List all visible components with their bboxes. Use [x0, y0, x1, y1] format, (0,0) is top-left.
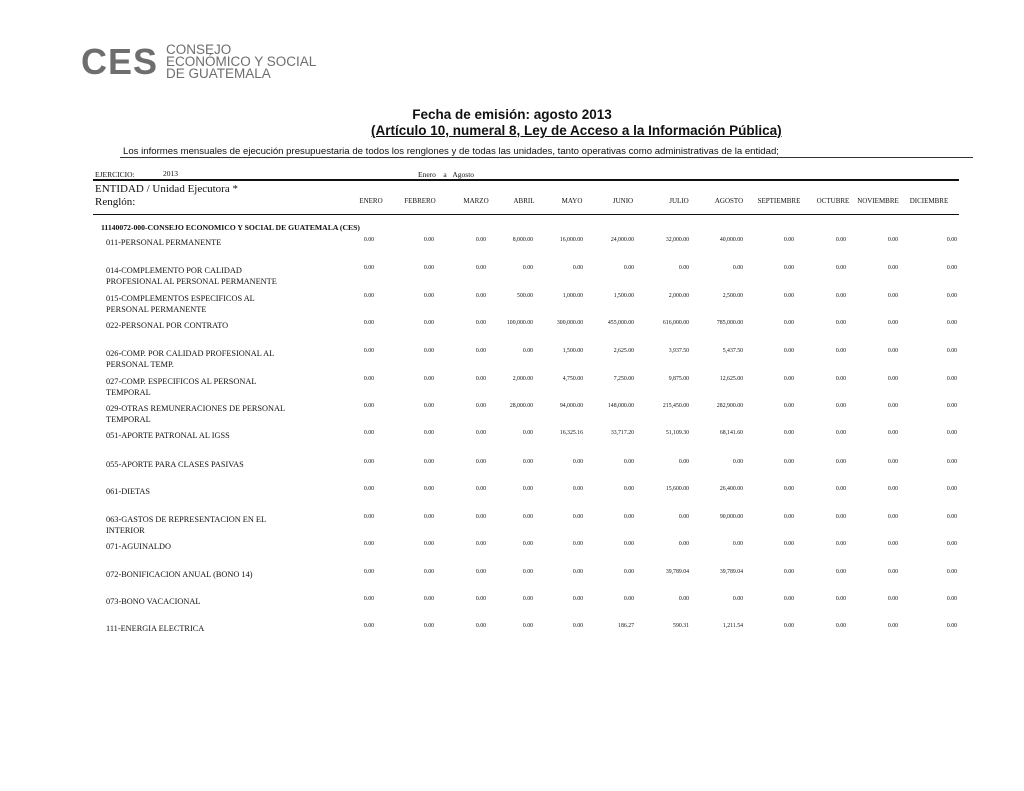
month-header-1: FEBRERO: [404, 197, 436, 205]
value-cell: 0.00: [475, 514, 486, 520]
value-cell: 15,600.00: [665, 486, 689, 492]
value-cell: 215,450.00: [662, 403, 689, 409]
value-cell: 33,717.20: [610, 430, 634, 436]
value-cell: 0.00: [623, 486, 634, 492]
value-cell: 0.00: [572, 486, 583, 492]
value-cell: 0.00: [783, 486, 794, 492]
value-cell: 0.00: [783, 348, 794, 354]
value-cell: 0.00: [475, 541, 486, 547]
value-cell: 0.00: [835, 541, 846, 547]
value-cell: 0.00: [887, 237, 898, 243]
periodo-sep: a: [443, 170, 447, 179]
value-cell: 186.27: [618, 623, 634, 629]
value-cell: 0.00: [783, 623, 794, 629]
value-cell: 0.00: [522, 430, 533, 436]
value-cell: 0.00: [363, 596, 374, 602]
value-cell: 0.00: [678, 596, 689, 602]
value-cell: 68,141.60: [719, 430, 743, 436]
value-cell: 0.00: [522, 265, 533, 271]
entidad-label: ENTIDAD / Unidad Ejecutora *: [95, 183, 238, 195]
renglon-name-line-1: 071-AGUINALDO: [106, 542, 171, 551]
renglon-name: [106, 376, 256, 398]
value-cell: 785,000.00: [716, 320, 743, 326]
value-cell: 0.00: [732, 596, 743, 602]
value-cell: 0.00: [475, 320, 486, 326]
value-cell: 40,000.00: [719, 237, 743, 243]
value-cell: 0.00: [946, 569, 957, 575]
value-cell: 500.00: [517, 293, 533, 299]
value-cell: 0.00: [887, 541, 898, 547]
renglon-name: [106, 541, 171, 552]
value-cell: 0.00: [946, 237, 957, 243]
logo-line-3: DE GUATEMALA: [166, 66, 271, 81]
value-cell: 0.00: [363, 486, 374, 492]
month-header-6: JULIO: [669, 197, 689, 205]
value-cell: 0.00: [475, 265, 486, 271]
renglon-name-line-2: PERSONAL PERMANENTE: [106, 305, 207, 314]
value-cell: 0.00: [887, 430, 898, 436]
value-cell: 0.00: [783, 514, 794, 520]
value-cell: 0.00: [623, 514, 634, 520]
value-cell: 8,000.00: [512, 237, 533, 243]
value-cell: 616,000.00: [662, 320, 689, 326]
value-cell: 0.00: [783, 459, 794, 465]
value-cell: 0.00: [783, 541, 794, 547]
renglon-name-line-1: 011-PERSONAL PERMANENTE: [106, 238, 222, 247]
renglon-name-line-1: 073-BONO VACACIONAL: [106, 597, 201, 606]
value-cell: 0.00: [783, 293, 794, 299]
value-cell: 2,500.00: [722, 293, 743, 299]
value-cell: 0.00: [887, 459, 898, 465]
month-header-4: MAYO: [561, 197, 583, 205]
value-cell: 148,000.00: [607, 403, 634, 409]
value-cell: 1,000.00: [562, 293, 583, 299]
month-header-9: OCTUBRE: [816, 197, 850, 205]
value-cell: 1,500.00: [562, 348, 583, 354]
value-cell: 0.00: [363, 265, 374, 271]
value-cell: 0.00: [678, 514, 689, 520]
value-cell: 0.00: [475, 596, 486, 602]
value-cell: 0.00: [572, 265, 583, 271]
value-cell: 0.00: [946, 486, 957, 492]
report-title: Fecha de emisión: agosto 2013: [412, 107, 612, 122]
value-cell: 0.00: [835, 569, 846, 575]
value-cell: 0.00: [423, 430, 434, 436]
value-cell: 26,400.00: [719, 486, 743, 492]
value-cell: 0.00: [623, 265, 634, 271]
value-cell: 0.00: [783, 237, 794, 243]
value-cell: 0.00: [887, 596, 898, 602]
value-cell: 0.00: [623, 569, 634, 575]
value-cell: 0.00: [423, 459, 434, 465]
value-cell: 0.00: [783, 320, 794, 326]
value-cell: 0.00: [783, 403, 794, 409]
value-cell: 0.00: [363, 348, 374, 354]
value-cell: 0.00: [835, 486, 846, 492]
header-top-rule: [93, 179, 959, 181]
renglon-name-line-2: PERSONAL TEMP.: [106, 360, 174, 369]
value-cell: 0.00: [678, 265, 689, 271]
renglon-name: [106, 403, 285, 425]
value-cell: 0.00: [835, 459, 846, 465]
renglon-name-line-1: 111-ENERGIA ELECTRICA: [106, 624, 205, 633]
renglon-name-line-1: 063-GASTOS DE REPRESENTACION EN EL: [106, 515, 267, 524]
value-cell: 0.00: [363, 237, 374, 243]
renglon-name-line-1: 027-COMP. ESPECIFICOS AL PERSONAL: [106, 377, 257, 386]
renglon-name: [106, 237, 221, 248]
renglon-name: [106, 514, 266, 536]
value-cell: 0.00: [423, 569, 434, 575]
renglon-name: [106, 596, 200, 607]
value-cell: 282,900.00: [716, 403, 743, 409]
value-cell: 0.00: [783, 596, 794, 602]
value-cell: 0.00: [363, 403, 374, 409]
value-cell: 0.00: [522, 569, 533, 575]
renglon-name-line-2: INTERIOR: [106, 526, 145, 535]
value-cell: 0.00: [946, 403, 957, 409]
renglon-name: [106, 265, 277, 287]
value-cell: 2,625.00: [613, 348, 634, 354]
value-cell: 0.00: [835, 596, 846, 602]
value-cell: 12,625.00: [719, 376, 743, 382]
renglon-name: [106, 320, 228, 331]
value-cell: 0.00: [835, 514, 846, 520]
renglon-name-line-1: 029-OTRAS REMUNERACIONES DE PERSONAL: [106, 404, 286, 413]
value-cell: 0.00: [522, 486, 533, 492]
value-cell: 0.00: [623, 541, 634, 547]
renglon-name-line-1: 061-DIETAS: [106, 487, 151, 496]
renglon-name-line-1: 055-APORTE PARA CLASES PASIVAS: [106, 460, 244, 469]
value-cell: 0.00: [475, 430, 486, 436]
month-header-5: JUNIO: [612, 197, 634, 205]
value-cell: 0.00: [363, 459, 374, 465]
value-cell: 0.00: [678, 541, 689, 547]
periodo-range: [418, 170, 474, 179]
renglon-name: [106, 569, 253, 580]
value-cell: 0.00: [887, 514, 898, 520]
value-cell: 0.00: [423, 403, 434, 409]
value-cell: 0.00: [363, 293, 374, 299]
value-cell: 16,325.16: [559, 430, 583, 436]
value-cell: 0.00: [887, 486, 898, 492]
value-cell: 455,000.00: [607, 320, 634, 326]
value-cell: 0.00: [887, 265, 898, 271]
ejercicio-label: EJERCICIO:: [95, 170, 135, 179]
value-cell: 94,000.00: [559, 403, 583, 409]
value-cell: 0.00: [946, 348, 957, 354]
value-cell: 0.00: [522, 348, 533, 354]
value-cell: 0.00: [572, 569, 583, 575]
value-cell: 0.00: [475, 486, 486, 492]
value-cell: 0.00: [946, 376, 957, 382]
value-cell: 0.00: [475, 459, 486, 465]
value-cell: 0.00: [678, 459, 689, 465]
value-cell: 0.00: [783, 569, 794, 575]
value-cell: 0.00: [572, 459, 583, 465]
renglon-name: [106, 430, 230, 441]
value-cell: 0.00: [887, 293, 898, 299]
value-cell: 0.00: [783, 265, 794, 271]
month-header-0: ENERO: [359, 197, 383, 205]
renglon-name: [106, 623, 204, 634]
value-cell: 0.00: [887, 320, 898, 326]
value-cell: 0.00: [423, 348, 434, 354]
value-cell: 0.00: [732, 459, 743, 465]
value-cell: 0.00: [572, 541, 583, 547]
value-cell: 90,000.00: [719, 514, 743, 520]
renglon-name: [106, 293, 255, 315]
value-cell: 0.00: [835, 293, 846, 299]
value-cell: 0.00: [363, 623, 374, 629]
month-header-7: AGOSTO: [714, 197, 744, 205]
renglon-name: [106, 486, 150, 497]
value-cell: 0.00: [522, 623, 533, 629]
renglon-name: [106, 348, 274, 370]
value-cell: 0.00: [783, 376, 794, 382]
entity-name: 11140072-000-CONSEJO ECONOMICO Y SOCIAL DE GUATEMALA (CES): [101, 223, 360, 232]
value-cell: 0.00: [522, 541, 533, 547]
value-cell: 0.00: [946, 265, 957, 271]
value-cell: 39,789.04: [719, 569, 743, 575]
value-cell: 16,000.00: [559, 237, 583, 243]
value-cell: 0.00: [475, 569, 486, 575]
value-cell: 0.00: [946, 596, 957, 602]
logo-mark: CES: [81, 41, 159, 82]
value-cell: 0.00: [475, 293, 486, 299]
value-cell: 0.00: [946, 293, 957, 299]
value-cell: 0.00: [572, 623, 583, 629]
ejercicio-value: 2013: [163, 169, 178, 178]
value-cell: 0.00: [522, 459, 533, 465]
month-header-11: DICIEMBRE: [909, 197, 949, 205]
month-header-2: MARZO: [463, 197, 489, 205]
value-cell: 3,937.50: [668, 348, 689, 354]
value-cell: 0.00: [423, 486, 434, 492]
value-cell: 24,000.00: [610, 237, 634, 243]
value-cell: 0.00: [835, 403, 846, 409]
periodo-to: Agosto: [452, 170, 475, 179]
value-cell: 1,211.54: [722, 623, 743, 629]
value-cell: 0.00: [363, 376, 374, 382]
value-cell: 0.00: [475, 623, 486, 629]
value-cell: 0.00: [363, 430, 374, 436]
renglon-name-line-1: 051-APORTE PATRONAL AL IGSS: [106, 431, 230, 440]
value-cell: 0.00: [946, 623, 957, 629]
value-cell: 0.00: [363, 514, 374, 520]
value-cell: 0.00: [363, 569, 374, 575]
divider: [120, 157, 973, 158]
value-cell: 2,000.00: [668, 293, 689, 299]
value-cell: 0.00: [946, 320, 957, 326]
value-cell: 2,000.00: [512, 376, 533, 382]
logo-line-2: ECONÓMICO Y SOCIAL: [166, 54, 317, 69]
value-cell: 0.00: [475, 348, 486, 354]
value-cell: 590.31: [673, 623, 689, 629]
value-cell: 0.00: [887, 569, 898, 575]
value-cell: 0.00: [887, 623, 898, 629]
logo-text: [166, 44, 316, 80]
renglon-name-line-1: 015-COMPLEMENTOS ESPECIFICOS AL: [106, 294, 255, 303]
value-cell: 39,789.04: [665, 569, 689, 575]
ejercicio-field: [95, 169, 178, 179]
value-cell: 9,875.00: [668, 376, 689, 382]
renglon-name-line-1: 022-PERSONAL POR CONTRATO: [106, 321, 229, 330]
value-cell: 0.00: [946, 430, 957, 436]
value-cell: 0.00: [835, 623, 846, 629]
renglon-name-line-2: TEMPORAL: [106, 415, 151, 424]
renglon-name-line-1: 072-BONIFICACION ANUAL (BONO 14): [106, 570, 253, 579]
value-cell: 5,437.50: [722, 348, 743, 354]
value-cell: 0.00: [423, 376, 434, 382]
value-cell: 0.00: [835, 237, 846, 243]
value-cell: 0.00: [835, 376, 846, 382]
value-cell: 0.00: [363, 541, 374, 547]
value-cell: 0.00: [572, 596, 583, 602]
value-cell: 0.00: [423, 623, 434, 629]
value-cell: 0.00: [732, 265, 743, 271]
renglon-name-line-1: 026-COMP. POR CALIDAD PROFESIONAL AL: [106, 349, 275, 358]
value-cell: 28,000.00: [509, 403, 533, 409]
month-header-3: ABRIL: [513, 197, 535, 205]
value-cell: 0.00: [423, 293, 434, 299]
value-cell: 0.00: [475, 376, 486, 382]
value-cell: 0.00: [887, 403, 898, 409]
value-cell: 100,000.00: [506, 320, 533, 326]
intro-text: Los informes mensuales de ejecución presupuestaria de todos los renglones y de todas las unidades, tanto operativas como administrativas de la entidad;: [123, 146, 779, 157]
value-cell: 4,750.00: [562, 376, 583, 382]
value-cell: 0.00: [522, 596, 533, 602]
value-cell: 0.00: [887, 376, 898, 382]
ces-logo: [81, 41, 317, 82]
value-cell: 0.00: [423, 237, 434, 243]
renglon-name-line-2: TEMPORAL: [106, 388, 151, 397]
value-cell: 0.00: [946, 459, 957, 465]
report-subtitle: (Artículo 10, numeral 8, Ley de Acceso a la Información Pública): [371, 123, 782, 138]
renglon-name-line-2: PROFESIONAL AL PERSONAL PERMANENTE: [106, 277, 277, 286]
value-cell: 0.00: [475, 403, 486, 409]
value-cell: 0.00: [423, 541, 434, 547]
value-cell: 0.00: [572, 514, 583, 520]
month-header-10: NOVIEMBRE: [857, 197, 899, 205]
value-cell: 0.00: [835, 265, 846, 271]
value-cell: 0.00: [946, 541, 957, 547]
value-cell: 0.00: [946, 514, 957, 520]
value-cell: 0.00: [522, 514, 533, 520]
value-cell: 0.00: [732, 541, 743, 547]
value-cell: 0.00: [423, 514, 434, 520]
value-cell: 0.00: [887, 348, 898, 354]
value-cell: 0.00: [623, 459, 634, 465]
value-cell: 0.00: [363, 320, 374, 326]
value-cell: 300,000.00: [556, 320, 583, 326]
value-cell: 0.00: [423, 596, 434, 602]
value-cell: 0.00: [835, 348, 846, 354]
value-cell: 7,250.00: [613, 376, 634, 382]
month-header-8: SEPTIEMBRE: [757, 197, 801, 205]
value-cell: 51,109.30: [665, 430, 689, 436]
renglon-name: [106, 459, 244, 470]
renglon-name-line-1: 014-COMPLEMENTO POR CALIDAD: [106, 266, 242, 275]
value-cell: 0.00: [423, 320, 434, 326]
value-cell: 0.00: [835, 320, 846, 326]
logo-line-1: CONSEJO: [166, 42, 232, 57]
periodo-from: Enero: [418, 170, 436, 179]
value-cell: 32,000.00: [665, 237, 689, 243]
value-cell: 0.00: [475, 237, 486, 243]
value-cell: 0.00: [623, 596, 634, 602]
header-bottom-rule: [93, 214, 959, 215]
value-cell: 1,500.00: [613, 293, 634, 299]
value-cell: 0.00: [423, 265, 434, 271]
renglon-label: Renglón:: [95, 196, 136, 208]
value-cell: 0.00: [835, 430, 846, 436]
value-cell: 0.00: [783, 430, 794, 436]
